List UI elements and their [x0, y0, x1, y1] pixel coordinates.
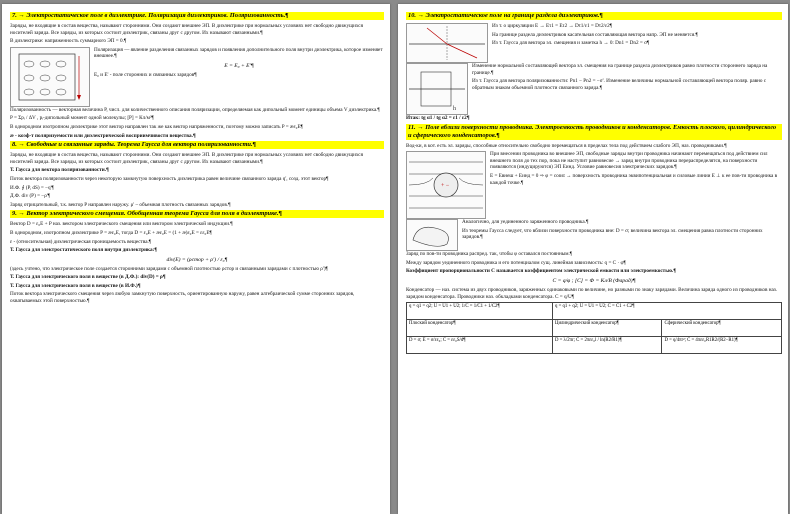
- section-8-integral-form: И.Ф. ∮ (P, dS) = −q'¶: [10, 184, 54, 191]
- section-9-equation-1: div(E) = (ρстор + ρ') / ε₀¶: [166, 256, 228, 263]
- section-8-differential-form: Д.Ф. div (P) = −ρ'¶: [10, 193, 51, 200]
- section-10-paragraph-2: На границе раздела диэлектриков касательная составляющая вектора напр. ЭП не меняется.¶: [492, 31, 698, 38]
- section-9-paragraph-3: ε - (относительная) диэлектрическая проницаемость вещества.¶: [10, 238, 152, 245]
- section-7-paragraph-4: æ - коэф-т поляризуемости или диэлектрической восприимчивости вещества.¶: [10, 132, 196, 139]
- section-11-paragraph-9: Конденсатор — наз. система из двух проводников, заряженных одинаковыми по величине, но разными по знаку зарядами. Величина заряда одного из проводников наз. зарядом конденсатора. Проводники наз. обкладками конденсатора. C = q/U¶: [406, 286, 778, 300]
- section-11-paragraph-3: E = Eвнеш + Eинд = 0 ⇒ φ = const → поверхность проводника эквипотенциальная и силовые линии E ⊥ к ее пов-ти проводника в каждой точке.¶: [490, 172, 778, 186]
- boundary-refraction-figure: [406, 23, 488, 63]
- spherical-capacitor-formula: D = q/4πr²; C = 4πεε₀R1R2/(R2−R1)¶: [662, 337, 782, 354]
- section-7-paragraph-1: Заряды, не входящие в состав вещества, называют сторонними. Они создают внешнее ЭП. В диэлектрике при нормальных условиях нет свободно движущихся носителей заряда. Все заряды, из которых состоит диэлектрик, связаны друг с другом. Их называют связанными.¶: [10, 23, 363, 36]
- section-8-theorem-title: Т. Гаусса для вектора поляризованности.¶: [10, 167, 109, 174]
- series-connection-cell: q = q1 = q2; U = U1 + U2; 1/C = 1/C1 + 1/C2¶: [407, 303, 553, 320]
- section-9-theorem-2: Т. Гаусса для электрического поля в веществе (в Д.Ф.): div(D) = ρ¶: [10, 274, 166, 281]
- table-row: [407, 320, 782, 337]
- plane-capacitor-header: Плоский конденсатор¶: [407, 320, 553, 337]
- section-9-paragraph-1: Вектор D = ε₀E + P наз. вектором электрического смещения или вектором электрической индукции.¶: [10, 221, 233, 228]
- capacitor-table: [406, 302, 782, 354]
- section-9-theorem-3: Т. Гаусса для электрического поля в веществе (в И.Ф.)¶: [10, 282, 141, 289]
- polarization-vector-definition: Поляризованность — векторная величина P, числ. для количественного описания поляризации, определяемая как дипольный момент единицы объема V диэлектрика.¶: [10, 106, 380, 113]
- svg-text:h: h: [453, 106, 456, 112]
- polarization-vector-equation: P = Σpᵢ / ΔV , pᵢ-дипольный момент одной молекулы; [P] = Кл/м²¶: [10, 115, 154, 122]
- section-8-heading: 8. → Свободные и связанные заряды. Теорема Гаусса для вектора поляризованности.¶: [10, 141, 384, 149]
- section-11-heading: 11. → Поле вблизи поверхности проводника. Электроемкость проводников и конденсаторов. Емкость плоского, цилиндрического и сферического конденсаторов.¶: [406, 124, 782, 140]
- parallel-connection-cell: q = q1 + q2; U = U1 = U2; C = C1 + C2¶: [552, 303, 781, 320]
- section-11-paragraph-8: Коэффициент пропорциональности C называется коэффициентом электрической емкости или электроемкостью.¶: [406, 268, 677, 275]
- section-9-heading: 9. → Вектор электрического смещения. Обобщенная теорема Гаусса для поля в диэлектрике.¶: [10, 210, 384, 218]
- section-8-paragraph-2: Поток вектора поляризованности через некоторую замкнутую поверхность диэлектрика равен величине связанного заряда q', созд. этот вектор¶: [10, 175, 329, 182]
- spherical-capacitor-header: Сферический конденсатор¶: [662, 320, 782, 337]
- section-11-paragraph-1: Вод-ки, в кот. есть эл. заряды, способные относительно свободно перемещаться в пределах тела под действием слабого ЭП, наз. проводниками.¶: [406, 142, 727, 149]
- table-row: [407, 303, 782, 320]
- polarization-definition: Поляризация — явление разделения связанных зарядов и появления дополнительного поля внутри диэлектрика, которое изменяет внешнее.¶: [94, 46, 383, 60]
- section-11-paragraph-4: Аналогично, для уединенного заряженного проводника.¶: [462, 219, 589, 226]
- section-10-paragraph-1: Из т. о циркуляции E → Eτ1 = Eτ2 → Dτ1/ε1 = Dτ2/ε2¶: [492, 23, 613, 29]
- document-page-right: [398, 4, 788, 514]
- section-9-paragraph-4: (здесь учтено, что электрическое поле создается сторонними зарядами с объемной плотностью ρстор и связанными зарядами с плотностью ρ')¶: [10, 265, 328, 272]
- document-page-left: [2, 4, 390, 514]
- polarization-equation: E = E₀ + E'¶: [224, 62, 254, 69]
- conductor-field-figure: [406, 151, 486, 219]
- dielectric-polarization-figure: [10, 47, 90, 107]
- section-10-heading: 10. → Электростатическое поле на границе раздела диэлектриков.¶: [406, 12, 782, 20]
- section-11-paragraph-5: Из теоремы Гаусса следует, что вблизи поверхности проводника вне: D = σ; величина вектора эл. смещения равна плотности сторонних зарядов.¶: [462, 227, 763, 241]
- polarization-note: E₀ и E' - поле сторонних и связанных зарядов¶: [94, 71, 197, 78]
- section-9-paragraph-2: В однородном, изотропном диэлектрике P = æε₀E, тогда D = ε₀E + æε₀E = (1 + æ)ε₀E = εε₀E¶: [10, 229, 212, 236]
- section-10-paragraph-5: Из т. Гаусса для вектора поляризованности: Pn1 − Pn2 = −σ'. Изменение величины нормальной составляющей вектора поляр. равно с обратным знаком объемной плотности связанного заряда.¶: [472, 78, 767, 91]
- section-9-theorem-1: Т. Гаусса для электростатического поля внутри диэлектрика:¶: [10, 247, 158, 254]
- section-8-paragraph-3: Заряд отрицательный, т.к. вектор P направлен наружу. ρ' – объемная плотность связанных зарядов.¶: [10, 201, 231, 208]
- charged-conductor-figure: [406, 219, 458, 251]
- cylindrical-capacitor-formula: D = λ/2πr; C = 2πεε₀l / ln(R2/R1)¶: [552, 337, 661, 354]
- plane-capacitor-formula: D = σ; E = σ/εε₀; C = εε₀S/d¶: [407, 337, 553, 354]
- table-row: [407, 337, 782, 354]
- section-10-paragraph-4: Изменение нормальной составляющей вектора эл. смещения на границе раздела диэлектриков равно плотности стороннего заряда на границе.¶: [472, 63, 768, 76]
- gauss-cylinder-figure: [406, 63, 468, 115]
- section-11-paragraph-2: При внесении проводника во внешнее ЭП, свободные заряды внутри проводника начинают перемещаться под действием сил внешнего поля до тех пор, пока не наступит равновесие → заряд внутри проводника перераспределятся, на поверхности появляются (индуцируются) ЭП Eинд. Условие равновесия электрических зарядов.¶: [490, 151, 768, 171]
- section-7-paragraph-2: В диэлектрике: напряженность суммарного ЭП = 0.¶: [10, 38, 127, 45]
- section-8-paragraph-1: Заряды, не входящие в состав вещества, называют сторонними. Они создают внешнее ЭП. В диэлектрике при нормальных условиях нет свободно движущихся носителей заряда. Все заряды, из которых состоит диэлектрик, связаны друг с другом. Их называют связанными.¶: [10, 152, 363, 165]
- section-9-paragraph-5: Поток вектора электрического смещения через любую замкнутую поверхность, ориентированную наружу, равен алгебраической сумме сторонних зарядов, охватываемых этой поверхностью.¶: [10, 291, 355, 305]
- section-11-paragraph-7: Между зарядом уединенного проводника и его потенциалом сущ. линейная зависимость: q = C · φ¶: [406, 259, 626, 266]
- capacitance-equation: C = q/φ ; [C] = Ф = Кл/В (Фарад)¶: [552, 277, 636, 284]
- section-10-paragraph-3: Из т. Гаусса для вектора эл. смещения и заметка h → 0: Dn1 = Dn2 = σ¶: [492, 40, 650, 47]
- section-10-paragraph-6: Итак: tg α1 / tg α2 = ε1 / ε2¶: [406, 115, 470, 121]
- section-11-paragraph-6: Заряд по пов-ти проводника распред. так, чтобы φ оставался постоянным.¶: [406, 251, 573, 258]
- section-7-heading: 7. → Электростатическое поле в диэлектрике. Поляризация диэлектриков. Поляризованность.¶: [10, 12, 384, 20]
- section-7-paragraph-3: В однородном изотропном диэлектрике этот вектор направлен так же как вектор напряженности, поэтому можно записать P = æε₀E¶: [10, 123, 303, 130]
- cylindrical-capacitor-header: Цилиндрический конденсатор¶: [552, 320, 661, 337]
- svg-text:+ −: + −: [441, 183, 450, 190]
